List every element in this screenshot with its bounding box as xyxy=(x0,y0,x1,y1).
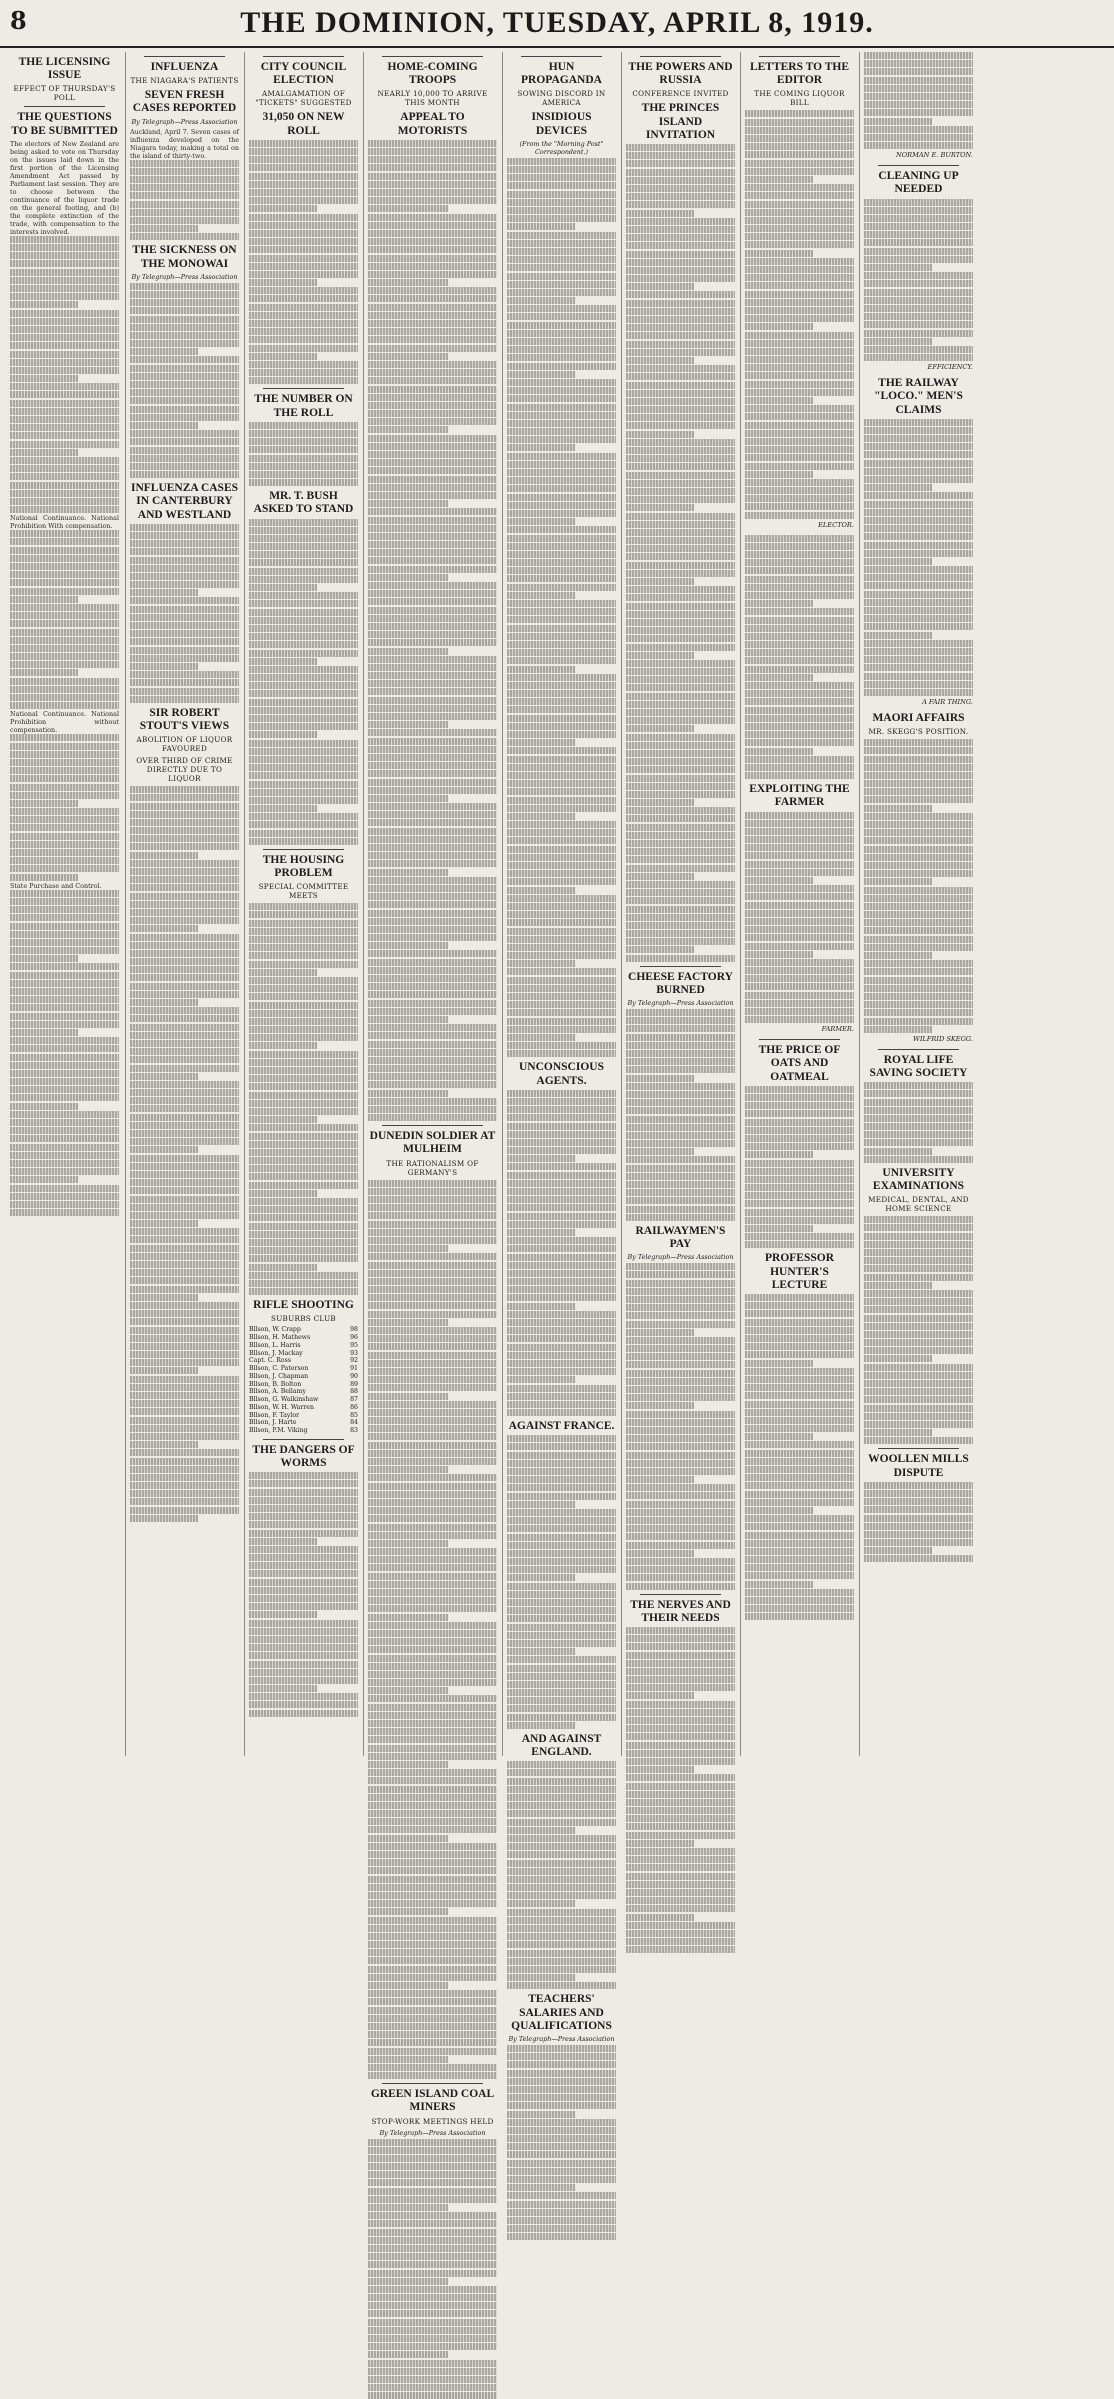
illegible-text-block xyxy=(507,1090,616,1416)
column-4 xyxy=(363,52,501,1756)
column-rule xyxy=(878,1049,959,1050)
letter-signature: A FAIR THING. xyxy=(864,698,973,706)
illegible-text-block xyxy=(10,530,119,709)
shooter-score: 91 xyxy=(347,1365,358,1373)
column-rule xyxy=(878,1448,959,1449)
shooter-name: Bllson, L. Harris xyxy=(249,1342,347,1350)
headline: THE PRINCES ISLAND INVITATION xyxy=(626,102,735,142)
headline: CHEESE FACTORY BURNED xyxy=(626,971,735,997)
table-row xyxy=(249,1412,358,1420)
headline: THE QUESTIONS TO BE SUBMITTED xyxy=(10,111,119,137)
column-5 xyxy=(502,52,620,1756)
shooter-name: Bllson, A. Bellamy xyxy=(249,1388,347,1396)
table-row xyxy=(249,1373,358,1381)
column-rule xyxy=(263,56,344,57)
shooter-score: 83 xyxy=(347,1427,358,1435)
column-rule xyxy=(878,165,959,166)
table-row xyxy=(249,1381,358,1389)
subheadline: SUBURBS CLUB xyxy=(249,1314,358,1323)
illegible-text-block xyxy=(10,890,119,1216)
headline: LETTERS TO THE EDITOR xyxy=(745,61,854,87)
shooter-score: 95 xyxy=(347,1342,358,1350)
illegible-text-block xyxy=(507,1761,616,1989)
subheadline: SPECIAL COMMITTEE MEETS xyxy=(249,882,358,900)
subheadline: AMALGAMATION OF "TICKETS" SUGGESTED xyxy=(249,89,358,107)
shooter-score: 87 xyxy=(347,1396,358,1404)
headline: CLEANING UP NEEDED xyxy=(864,170,973,196)
illegible-text-block xyxy=(249,140,358,384)
subheadline: MEDICAL, DENTAL, AND HOME SCIENCE xyxy=(864,1195,973,1213)
column-rule xyxy=(144,56,225,57)
article-columns xyxy=(0,52,1114,1756)
headline: HUN PROPAGANDA xyxy=(507,61,616,87)
illegible-text-block xyxy=(130,283,239,478)
headline: SEVEN FRESH CASES REPORTED xyxy=(130,89,239,115)
table-row xyxy=(249,1427,358,1435)
illegible-text-block xyxy=(745,812,854,1024)
masthead xyxy=(0,0,1114,48)
headline: THE NERVES AND THEIR NEEDS xyxy=(626,1599,735,1625)
illegible-text-block xyxy=(864,1082,973,1163)
headline: THE NUMBER ON THE ROLL xyxy=(249,393,358,419)
headline: EXPLOITING THE FARMER xyxy=(745,783,854,809)
headline: AND AGAINST ENGLAND. xyxy=(507,1733,616,1759)
illegible-text-block xyxy=(864,199,973,362)
article-paragraph: National Continuance. National Prohibition without compensation. xyxy=(10,710,119,734)
headline: THE SICKNESS ON THE MONOWAI xyxy=(130,244,239,270)
shooter-score: 86 xyxy=(347,1404,358,1412)
headline: MR. T. BUSH ASKED TO STAND xyxy=(249,490,358,516)
column-rule xyxy=(263,1439,344,1440)
column-rule xyxy=(759,56,840,57)
headline: THE POWERS AND RUSSIA xyxy=(626,61,735,87)
article-paragraph: National Continuance. National Prohibition With compensation. xyxy=(10,514,119,530)
illegible-text-block xyxy=(130,524,239,703)
table-row xyxy=(249,1404,358,1412)
headline: UNCONSCIOUS AGENTS. xyxy=(507,1061,616,1087)
shooter-name: Bllson, G. Walkinshaw xyxy=(249,1396,347,1404)
article-paragraph: Auckland, April 7. Seven cases of influenza developed on the Niagara today, making a total on the island of thirty-two. xyxy=(130,128,239,160)
page-number: 8 xyxy=(10,6,27,35)
byline: By Telegraph—Press Association xyxy=(130,273,239,281)
illegible-text-block xyxy=(10,734,119,880)
headline: APPEAL TO MOTORISTS xyxy=(368,111,497,137)
shooter-name: Bllson, W. H. Warren xyxy=(249,1404,347,1412)
shooter-name: Bllson, W. Crapp xyxy=(249,1326,347,1334)
letter-signature: NORMAN E. BURTON. xyxy=(864,151,973,159)
headline: GREEN ISLAND COAL MINERS xyxy=(368,2088,497,2114)
illegible-text-block xyxy=(745,1294,854,1620)
table-row xyxy=(249,1388,358,1396)
column-rule xyxy=(263,388,344,389)
headline: THE RAILWAY "LOCO." MEN'S CLAIMS xyxy=(864,377,973,417)
shooter-score: 93 xyxy=(347,1350,358,1358)
column-rule xyxy=(24,106,105,107)
subheadline: ABOLITION OF LIQUOR FAVOURED xyxy=(130,735,239,753)
illegible-text-block xyxy=(368,1180,497,2079)
shooter-name: Bllson, F. Taylor xyxy=(249,1412,347,1420)
article-paragraph: State Purchase and Control. xyxy=(10,882,119,890)
table-row xyxy=(249,1334,358,1342)
illegible-text-block xyxy=(745,1086,854,1249)
table-row xyxy=(249,1326,358,1334)
headline: RAILWAYMEN'S PAY xyxy=(626,1225,735,1251)
column-3 xyxy=(244,52,362,1756)
byline: By Telegraph—Press Association xyxy=(130,118,239,126)
column-7 xyxy=(740,52,858,1756)
headline: RIFLE SHOOTING xyxy=(249,1299,358,1312)
subheadline: NEARLY 10,000 TO ARRIVE THIS MONTH xyxy=(368,89,497,107)
headline: DUNEDIN SOLDIER AT MULHEIM xyxy=(368,1130,497,1156)
shooter-name: Bllson, P.M. Viking xyxy=(249,1427,347,1435)
headline: HOME-COMING TROOPS xyxy=(368,61,497,87)
subheadline: EFFECT OF THURSDAY'S POLL xyxy=(10,84,119,102)
subheadline: THE NIAGARA'S PATIENTS xyxy=(130,76,239,85)
shooter-score: 88 xyxy=(347,1388,358,1396)
subheadline: CONFERENCE INVITED xyxy=(626,89,735,98)
subheadline: THE COMING LIQUOR BILL xyxy=(745,89,854,107)
shooter-score: 85 xyxy=(347,1412,358,1420)
byline: By Telegraph—Press Association xyxy=(626,999,735,1007)
byline: By Telegraph—Press Association xyxy=(626,1253,735,1261)
illegible-text-block xyxy=(864,1482,973,1563)
byline: (From the "Morning Post" Correspondent.) xyxy=(507,140,616,156)
illegible-text-block xyxy=(249,422,358,486)
illegible-text-block xyxy=(864,419,973,696)
illegible-text-block xyxy=(507,158,616,1057)
headline: UNIVERSITY EXAMINATIONS xyxy=(864,1167,973,1193)
column-rule xyxy=(263,849,344,850)
illegible-text-block xyxy=(130,160,239,241)
subheadline: SOWING DISCORD IN AMERICA xyxy=(507,89,616,107)
illegible-text-block xyxy=(626,1627,735,1953)
column-rule xyxy=(382,1125,483,1126)
table-row xyxy=(249,1350,358,1358)
illegible-text-block xyxy=(130,786,239,1522)
illegible-text-block xyxy=(745,535,854,779)
column-1 xyxy=(6,52,123,1756)
shooter-name: Bllson, C. Paterson xyxy=(249,1365,347,1373)
headline: SIR ROBERT STOUT'S VIEWS xyxy=(130,707,239,733)
headline: PROFESSOR HUNTER'S LECTURE xyxy=(745,1252,854,1292)
column-rule xyxy=(640,966,721,967)
subheadline: OVER THIRD OF CRIME DIRECTLY DUE TO LIQUOR xyxy=(130,756,239,783)
table-row xyxy=(249,1342,358,1350)
headline: THE PRICE OF OATS AND OATMEAL xyxy=(745,1044,854,1084)
illegible-text-block xyxy=(626,144,735,962)
headline: AGAINST FRANCE. xyxy=(507,1420,616,1433)
headline: INFLUENZA xyxy=(130,61,239,74)
column-rule xyxy=(640,1594,721,1595)
headline: INSIDIOUS DEVICES xyxy=(507,111,616,137)
headline: ROYAL LIFE SAVING SOCIETY xyxy=(864,1054,973,1080)
headline: THE DANGERS OF WORMS xyxy=(249,1444,358,1470)
shooter-score: 89 xyxy=(347,1381,358,1389)
letter-signature: EFFICIENCY. xyxy=(864,363,973,371)
shooter-name: Bllson, J. Chapman xyxy=(249,1373,347,1381)
illegible-text-block xyxy=(745,110,854,518)
table-row xyxy=(249,1419,358,1427)
letter-signature: WILFRID SKEGG. xyxy=(864,1035,973,1043)
shooter-score: 96 xyxy=(347,1334,358,1342)
headline: WOOLLEN MILLS DISPUTE xyxy=(864,1453,973,1479)
illegible-text-block xyxy=(507,2045,616,2240)
column-rule xyxy=(521,56,602,57)
illegible-text-block xyxy=(626,1009,735,1221)
shooter-score: 98 xyxy=(347,1326,358,1334)
shooter-score: 90 xyxy=(347,1373,358,1381)
shooter-score: 92 xyxy=(347,1357,358,1365)
subheadline: STOP-WORK MEETINGS HELD xyxy=(368,2117,497,2126)
illegible-text-block xyxy=(249,903,358,1295)
illegible-text-block xyxy=(626,1263,735,1589)
score-table xyxy=(249,1326,358,1435)
column-8 xyxy=(859,52,977,1756)
letter-signature: FARMER. xyxy=(745,1025,854,1033)
column-rule xyxy=(759,1039,840,1040)
illegible-text-block xyxy=(507,1435,616,1729)
shooter-name: Bllson, J. Mackay xyxy=(249,1350,347,1358)
column-rule xyxy=(382,56,483,57)
byline: By Telegraph—Press Association xyxy=(507,2035,616,2043)
column-rule xyxy=(640,56,721,57)
illegible-text-block xyxy=(368,2139,497,2399)
shooter-name: Bllson, J. Harte xyxy=(249,1419,347,1427)
shooter-score: 84 xyxy=(347,1419,358,1427)
table-row xyxy=(249,1357,358,1365)
headline: 31,050 ON NEW ROLL xyxy=(249,111,358,137)
headline: INFLUENZA CASES IN CANTERBURY AND WESTLAND xyxy=(130,482,239,522)
headline: MAORI AFFAIRS xyxy=(864,712,973,725)
illegible-text-block xyxy=(249,519,358,845)
shooter-name: Capt. C. Ross xyxy=(249,1357,347,1365)
newspaper-title: THE DOMINION, TUESDAY, APRIL 8, 1919. xyxy=(0,6,1114,40)
illegible-text-block xyxy=(249,1472,358,1716)
headline: CITY COUNCIL ELECTION xyxy=(249,61,358,87)
headline: THE HOUSING PROBLEM xyxy=(249,854,358,880)
headline: TEACHERS' SALARIES AND QUALIFICATIONS xyxy=(507,1993,616,2033)
subheadline: MR. SKEGG'S POSITION. xyxy=(864,727,973,736)
column-6 xyxy=(621,52,739,1756)
headline: THE LICENSING ISSUE xyxy=(10,56,119,82)
illegible-text-block xyxy=(864,1216,973,1444)
illegible-text-block xyxy=(864,52,973,149)
subheadline: THE RATIONALISM OF GERMANY'S xyxy=(368,1159,497,1177)
article-paragraph: The electors of New Zealand are being asked to vote on Thursday on the issues laid down in the first portion of the Licensing Amendment Act passed by Parliament last session. They are to choose between the continuance of the liquor trade on the general footing, and (b) the complete extinction of the trade, with compensation to the interests involved. xyxy=(10,140,119,236)
illegible-text-block xyxy=(368,140,497,1121)
table-row xyxy=(249,1396,358,1404)
column-rule xyxy=(382,2083,483,2084)
letter-signature: ELECTOR. xyxy=(745,521,854,529)
byline: By Telegraph—Press Association xyxy=(368,2129,497,2137)
shooter-name: Bllson, H. Mathews xyxy=(249,1334,347,1342)
shooter-name: Bllson, B. Bolton xyxy=(249,1381,347,1389)
column-2 xyxy=(125,52,243,1756)
illegible-text-block xyxy=(864,739,973,1033)
table-row xyxy=(249,1365,358,1373)
illegible-text-block xyxy=(10,236,119,513)
